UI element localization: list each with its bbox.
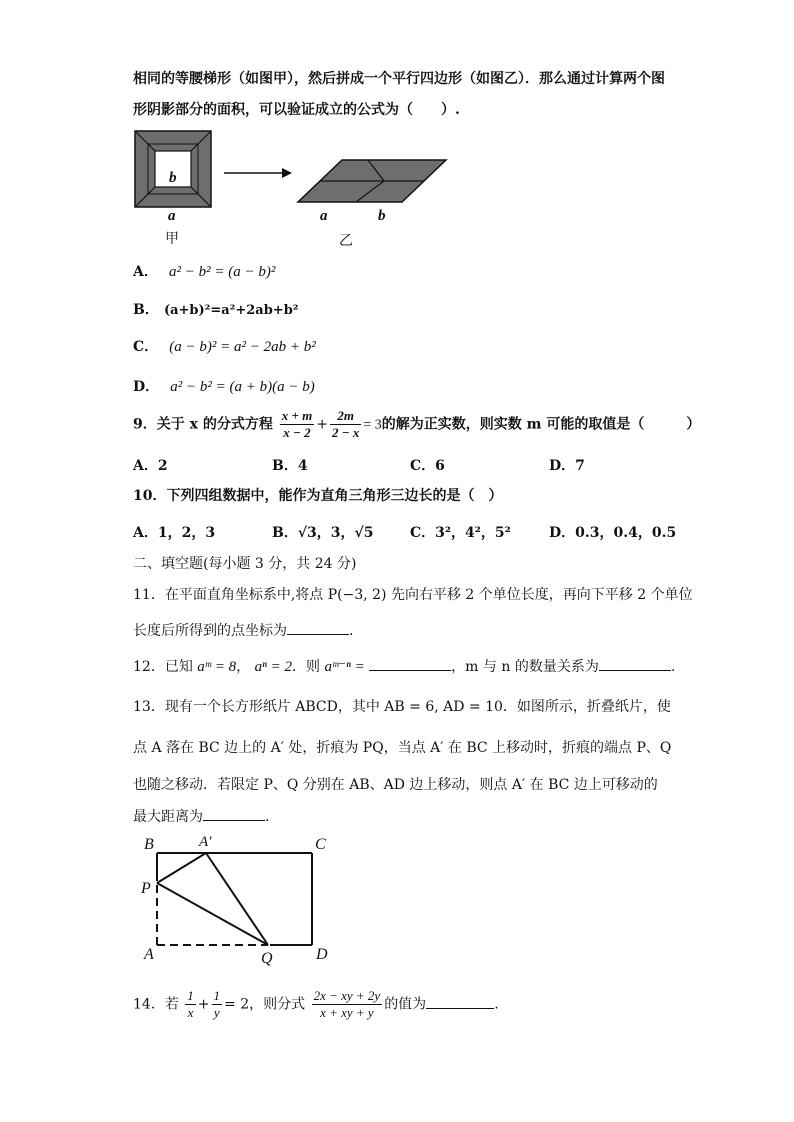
q10-option-d[interactable]: D．0.3，0.4，0.5 bbox=[549, 525, 677, 541]
q10-stem: 10．下列四组数据中，能作为直角三角形三边长的是（ ） bbox=[133, 488, 503, 504]
q14-stem: 14．若 $\frac{1}{x}$ + $\frac{1}{y}$ = 2，则分式 $\frac{2x - xy + 2y}{x + xy + y}$ 的值为 . bbox=[133, 988, 499, 1020]
q13-answer-blank[interactable] bbox=[203, 806, 265, 821]
q13-label-p: P bbox=[141, 880, 151, 897]
q9-fraction-2 bbox=[330, 408, 361, 441]
q13-label-q: Q bbox=[261, 950, 273, 967]
q11-line2: 长度后所得到的点坐标为 . bbox=[133, 620, 353, 640]
q12-text1: 12．已知 bbox=[133, 659, 193, 675]
q8-option-d-expr: a² − b² = (a + b)(a − b) bbox=[170, 379, 315, 395]
q13-line1: 13．现有一个长方形纸片 ABCD，其中 AB = 6, AD = 10．如图所示，折叠纸片，使 bbox=[133, 699, 671, 715]
fig-jia-a-label: a bbox=[168, 208, 176, 224]
q8-option-a[interactable] bbox=[133, 261, 275, 281]
q13-label-c: C bbox=[315, 836, 326, 853]
q14-f3-num: 2x − xy + 2y bbox=[313, 988, 381, 1003]
q14-fraction-3 bbox=[312, 988, 383, 1021]
figure-yi bbox=[296, 158, 452, 206]
q14-fraction-2 bbox=[212, 988, 223, 1021]
q9-eq: = 3 bbox=[363, 417, 382, 433]
q12-amn: aᵐ⁻ⁿ = bbox=[324, 659, 365, 675]
q13-label-b: B bbox=[144, 836, 154, 853]
q14-fraction-1 bbox=[185, 988, 196, 1021]
q8-option-d-label: D． bbox=[133, 379, 160, 395]
q13-label-a-prime: A′ bbox=[199, 834, 212, 850]
fig-jia-b-label: b bbox=[169, 170, 177, 186]
fig-yi-b-label: b bbox=[378, 208, 386, 224]
q12-am: aᵐ = 8 bbox=[197, 659, 237, 675]
q14-f1-den: x bbox=[187, 1005, 194, 1020]
q8-option-a-label: A． bbox=[133, 264, 158, 280]
q9-frac2-den: 2 − x bbox=[331, 425, 360, 440]
q8-line1: 相同的等腰梯形（如图甲），然后拼成一个平行四边形（如图乙）．那么通过计算两个图 bbox=[133, 71, 665, 87]
fig-jia-caption: 甲 bbox=[165, 231, 179, 247]
q9-frac2-num: 2m bbox=[330, 408, 361, 425]
q9-option-b[interactable]: B．4 bbox=[272, 458, 308, 474]
q14-prefix: 14．若 bbox=[133, 996, 179, 1013]
q14-f3-den: x + xy + y bbox=[320, 1005, 374, 1020]
q11-answer-blank[interactable] bbox=[287, 620, 349, 635]
section-title: 二、填空题(每小题 3 分，共 24 分) bbox=[133, 556, 357, 572]
q13-label-a: A bbox=[144, 946, 154, 963]
q10-option-a[interactable]: A．1，2，3 bbox=[133, 525, 216, 541]
q13-line3: 也随之移动．若限定 P、Q 分别在 AB、AD 边上移动，则点 A′ 在 BC 边上可移动的 bbox=[133, 777, 658, 793]
q13-line2: 点 A 落在 BC 边上的 A′ 处，折痕为 PQ，当点 A′ 在 BC 上移动时，折痕的端点 P、Q bbox=[133, 740, 672, 756]
q12-stem: 12．已知 aᵐ = 8， aⁿ = 2．则 aᵐ⁻ⁿ = ，m 与 n 的数量关系为 . bbox=[133, 656, 675, 676]
q10-option-b[interactable]: B．√3，3，√5 bbox=[272, 525, 374, 541]
q12-text3: ，m 与 n 的数量关系为 bbox=[451, 659, 599, 675]
q14-f1-num: 1 bbox=[187, 988, 194, 1003]
q10-option-c[interactable]: C．3²，4²，5² bbox=[410, 525, 511, 541]
q9-frac1-num: x + m bbox=[281, 408, 313, 423]
fig-yi-a-label: a bbox=[320, 208, 328, 224]
q13-rectangle-figure bbox=[140, 835, 340, 970]
q8-option-c-label: C． bbox=[133, 339, 159, 355]
q14-f2-num: 1 bbox=[213, 988, 221, 1003]
q8-option-a-expr: a² − b² = (a − b)² bbox=[168, 264, 276, 280]
q9-plus: + bbox=[316, 416, 328, 433]
q8-option-b[interactable] bbox=[133, 299, 298, 319]
q9-frac1-den: x − 2 bbox=[283, 425, 311, 440]
fig-yi-caption: 乙 bbox=[339, 233, 353, 249]
q14-eq: = 2，则分式 bbox=[224, 996, 306, 1013]
q9-option-a[interactable]: A．2 bbox=[133, 458, 168, 474]
q9-fraction-1 bbox=[280, 408, 315, 441]
q9-option-d[interactable]: D．7 bbox=[549, 458, 585, 474]
q9-option-c[interactable]: C．6 bbox=[410, 458, 445, 474]
q8-line2: 形阴影部分的面积，可以验证成立的公式为（ ）. bbox=[133, 102, 460, 118]
q8-option-b-expr: (a+b)²=a²+2ab+b² bbox=[163, 303, 299, 318]
q11-line2-text: 长度后所得到的点坐标为 bbox=[133, 623, 287, 639]
q12-an: aⁿ = 2 bbox=[254, 659, 292, 675]
q8-option-b-label: B． bbox=[133, 302, 159, 318]
q14-suffix: 的值为 bbox=[384, 996, 427, 1013]
q14-answer-blank[interactable] bbox=[426, 994, 494, 1009]
q8-option-d[interactable] bbox=[133, 376, 315, 396]
q13-line4: 最大距离为 . bbox=[133, 806, 269, 826]
q8-option-c[interactable] bbox=[133, 336, 316, 356]
q14-f2-den: y bbox=[213, 1005, 220, 1020]
q13-line4-text: 最大距离为 bbox=[133, 809, 203, 825]
q9-stem bbox=[133, 408, 700, 441]
q8-option-c-expr: (a − b)² = a² − 2ab + b² bbox=[169, 339, 316, 355]
q9-suffix: 的解为正实数，则实数 m 可能的取值是（ ） bbox=[381, 416, 701, 433]
arrow-icon bbox=[222, 166, 294, 180]
q9-prefix: 9．关于 x 的分式方程 bbox=[133, 416, 273, 433]
q12-answer-blank-1[interactable] bbox=[369, 656, 451, 671]
q12-text2: ．则 bbox=[291, 659, 320, 675]
q11-line1: 11．在平面直角坐标系中,将点 P(−3, 2) 先向右平移 2 个单位长度，再向下平移 2 个单位 bbox=[133, 587, 693, 603]
q12-answer-blank-2[interactable] bbox=[599, 656, 671, 671]
q13-label-d: D bbox=[316, 946, 328, 963]
